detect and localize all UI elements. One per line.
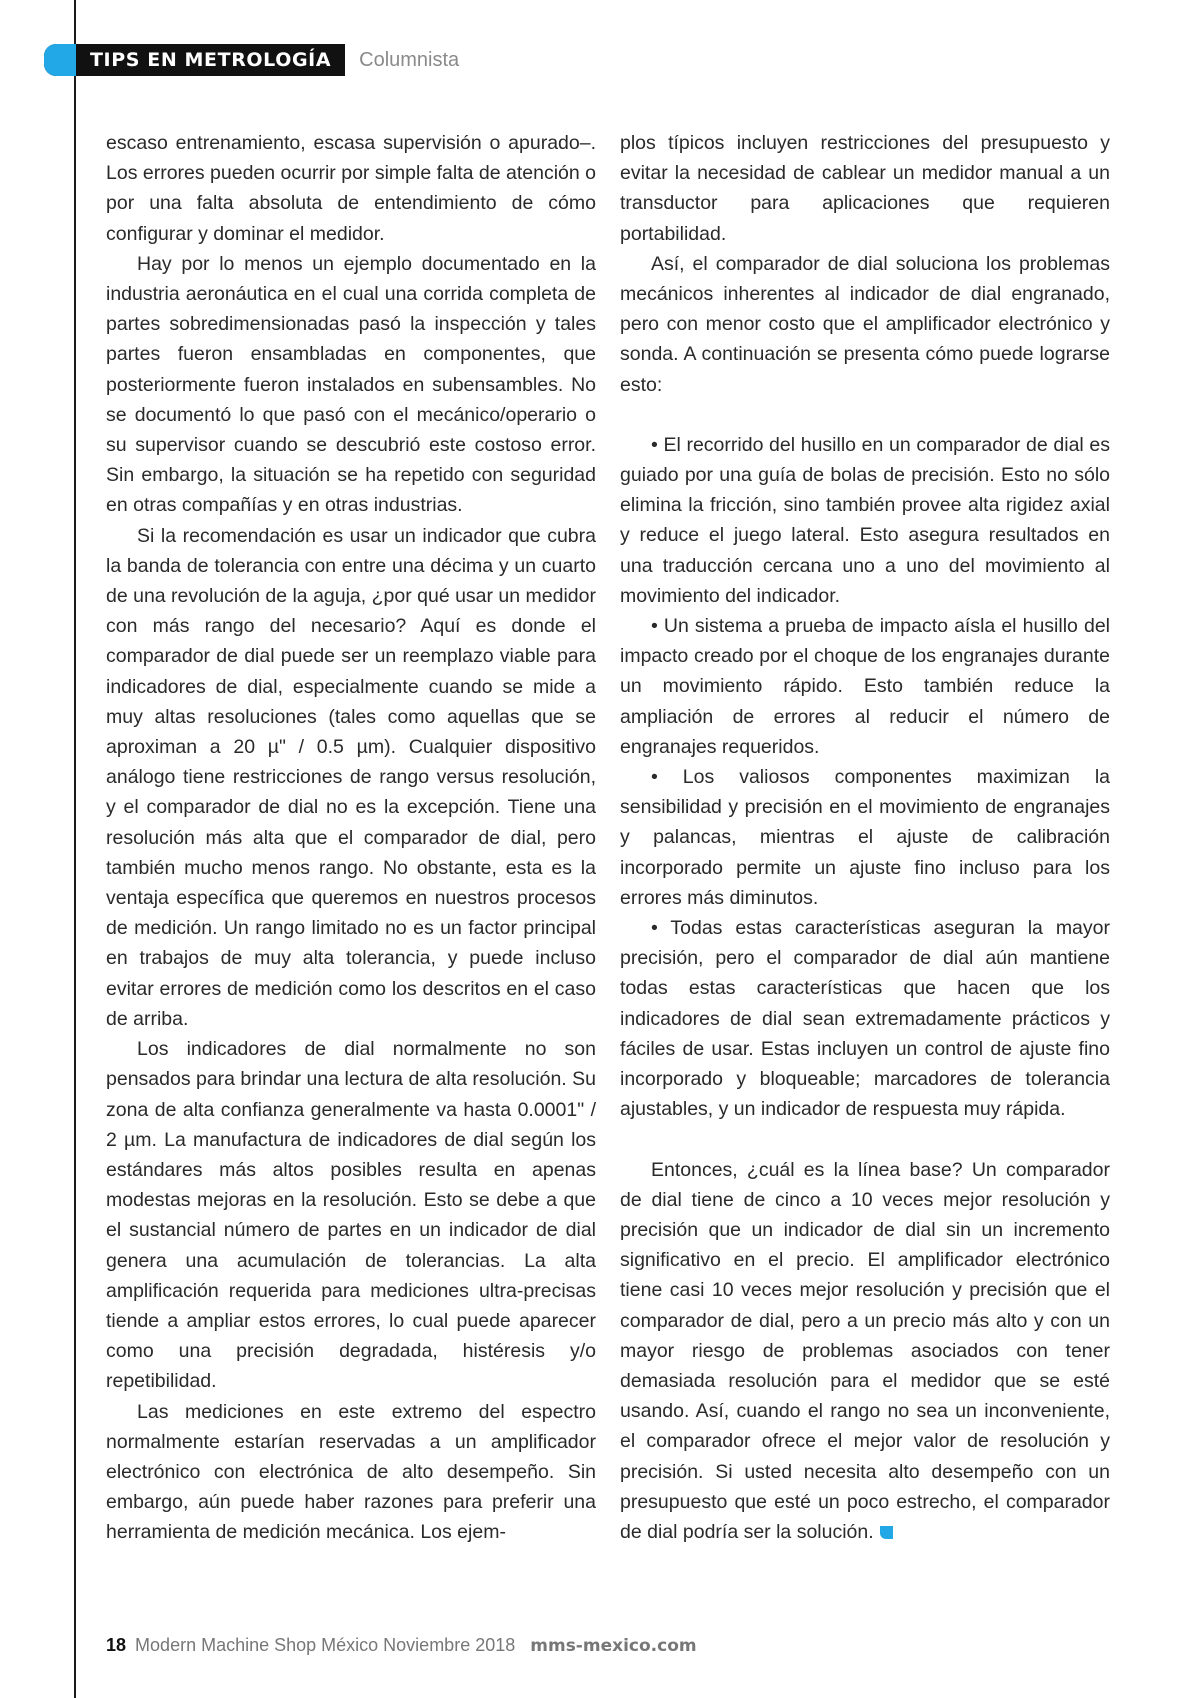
paragraph: Hay por lo menos un ejemplo documentado en la industria aeronáutica en el cual una corrida completa de partes sobredimensionadas pasó la inspección y tales partes fueron ensambladas en componentes, que posteriormente fueron instalados en subensambles. No se documentó lo que pasó con el mecánico/operario o su supervisor cuando se descubrió este costoso error. Sin embargo, la situación se ha repetido con seguridad en otras compañías y en otras industrias. [106, 252, 596, 517]
page-margin-rule [74, 0, 76, 1698]
conclusion-paragraph [620, 1155, 1110, 1548]
conclusion-text: Entonces, ¿cuál es la línea base? Un comparador de dial tiene de cinco a 10 veces mejor resolución y precisión que un indicador de dial sin un incremento significativo en el precio. El amplificador electrónico tiene casi 10 veces mejor resolución y precisión que el comparador de dial, pero a un precio más alto y con un mayor riesgo de problemas asociados con tener demasiada resolución para el medidor que se esté usando. Así, cuando el rango no sea un inconveniente, el comparador ofrece el mejor valor de resolución y precisión. Si usted necesita alto desempeño con un presupuesto que esté un poco estrecho, el comparador de dial podría ser la solución. [620, 1158, 1110, 1543]
section-tab-label: TIPS EN METROLOGÍA [44, 44, 345, 76]
paragraph: Las mediciones en este extremo del espectro normalmente estarían reservadas a un amplificador electrónico con electrónica de alto desempeño. Sin embargo, aún puede haber razones para preferir una herramienta de medición mecánica. Los ejem- [106, 1400, 596, 1544]
end-of-article-icon [880, 1526, 893, 1539]
website-link[interactable]: mms-mexico.com [530, 1636, 697, 1656]
bullet-item: • Los valiosos componentes maximizan la sensibilidad y precisión en el movimiento de engranajes y palancas, mientras el ajuste de calibración incorporado permite un ajuste fino incluso para los errores más diminutos. [620, 766, 1110, 909]
article-column-right [620, 128, 1110, 1547]
page-footer [106, 1635, 697, 1656]
section-type-label: Columnista [359, 48, 460, 71]
paragraph: Si la recomendación es usar un indicador que cubra la banda de tolerancia con entre una décima y un cuarto de una revolución de la aguja, ¿por qué usar un medidor con más rango del necesario? Aquí es donde el comparador de dial puede ser un reemplazo viable para indicadores de dial, especialmente cuando se mide a muy altas resoluciones (tales como aquellas que se aproximan a 20 µ" / 0.5 µm). Cualquier dispositivo análogo tiene restricciones de rango versus resolución, y el comparador de dial no es la excepción. Tiene una resolución más alta que el comparador de dial, pero también mucho menos rango. No obstante, esta es la ventaja específica que queremos en nuestros procesos de medición. Un rango limitado no es un factor principal en trabajos de muy alta tolerancia, y puede incluso evitar errores de medición como los descritos en el caso de arriba. [106, 524, 596, 1030]
page-number: 18 [106, 1635, 127, 1655]
paragraph: plos típicos incluyen restricciones del presupuesto y evitar la necesidad de cablear un medidor manual a un transductor para aplicaciones que requieren portabilidad. [620, 132, 1110, 245]
bullet-item: • El recorrido del husillo en un comparador de dial es guiado por una guía de bolas de precisión. Esto no sólo elimina la fricción, sino también provee alta rigidez axial y reduce el juego lateral. Esto asegura resultados en una traducción cercana uno a uno del movimiento al movimiento del indicador. [620, 433, 1110, 607]
publication-info: Modern Machine Shop México Noviembre 2018 [135, 1635, 516, 1655]
section-header [44, 44, 459, 76]
article-column-left [106, 128, 596, 1548]
bullet-item: • Todas estas características aseguran la mayor precisión, pero el comparador de dial aún mantiene todas estas características que hacen que los indicadores de dial sean extremadamente prácticos y fáciles de usar. Estas incluyen un control de ajuste fino incorporado y bloqueable; marcadores de tolerancia ajustables, y un indicador de respuesta muy rápida. [620, 917, 1110, 1121]
bullet-item: • Un sistema a prueba de impacto aísla el husillo del impacto creado por el choque de los engranajes durante un movimiento rápido. Esto también reduce la ampliación de errores al reducir el número de engranajes requeridos. [620, 615, 1110, 758]
paragraph: Los indicadores de dial normalmente no son pensados para brindar una lectura de alta resolución. Su zona de alta confianza generalmente va hasta 0.0001" / 2 µm. La manufactura de indicadores de dial según los estándares más altos posibles resulta en apenas modestas mejoras en la resolución. Esto se debe a que el sustancial número de partes en un indicador de dial genera una acumulación de tolerancias. La alta amplificación requerida para mediciones ultra-precisas tiende a ampliar estos errores, lo cual puede aparecer como una precisión degradada, histéresis y/o repetibilidad. [106, 1038, 596, 1393]
paragraph: Así, el comparador de dial soluciona los problemas mecánicos inherentes al indicador de dial engranado, pero con menor costo que el amplificador electrónico y sonda. A continuación se presenta cómo puede lograrse esto: [620, 252, 1110, 396]
paragraph: escaso entrenamiento, escasa supervisión o apurado–. Los errores pueden ocurrir por simple falta de atención o por una falta absoluta de entendimiento de cómo configurar y dominar el medidor. [106, 132, 596, 245]
